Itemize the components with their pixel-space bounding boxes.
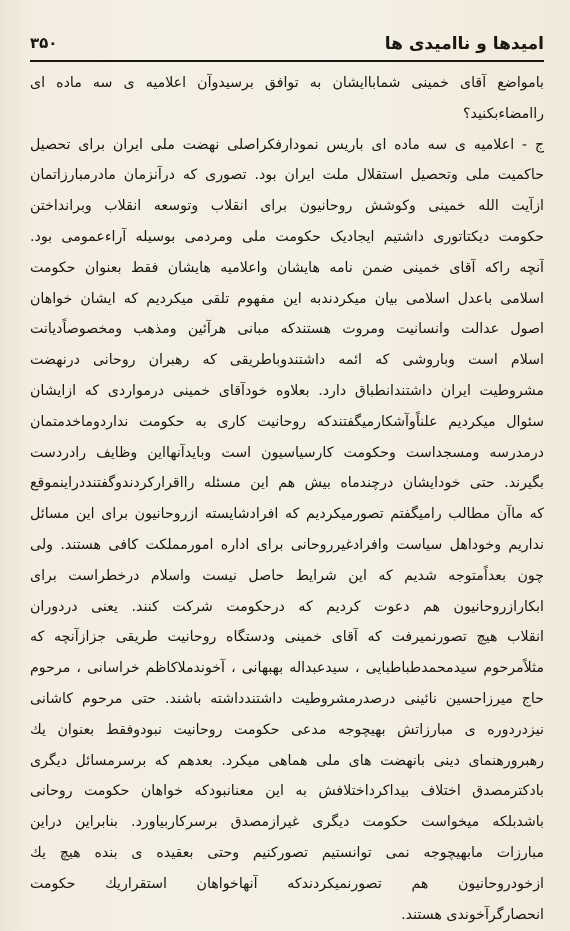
- page-header: [30, 30, 544, 60]
- page-number: ۳۵۰: [30, 34, 58, 52]
- text-line: نیزدردوره ی مبارزاتش بهیچوجه مدعی حکومت روحانیت نبودوفقط بعنوان یك: [30, 721, 544, 738]
- running-title: امیدها و ناامیدی ها: [384, 34, 544, 54]
- text-line: اسلام است وباروشی که ائمه داشتندوباطریقی که رهبران روحانی درنهضت: [30, 352, 544, 369]
- text-line: که ماآن مطالب رامیگفتم تصورمیکردیم که افرادشایسته ازروحانیون برای این مسائل: [30, 506, 544, 523]
- text-line: ابکارازروحانیون هم دعوت کردیم که درحکومت شرکت کنند. یعنی دردوران: [30, 598, 544, 615]
- body-text: [30, 68, 544, 923]
- text-line: نداریم وخوداهل سیاست وافرادغیرروحانی برای اداره امورمملکت کافی هستند. ولی: [30, 536, 544, 553]
- text-line: درمدرسه ومسجداست وحکومت کارسیاسیون است وبایدآنهااین وظایف رادردست: [30, 444, 544, 461]
- text-line: انقلاب هیچ تصورنمیرفت که آقای خمینی ودستگاه روحانیت طریقی جزازآنچه که: [30, 629, 544, 646]
- text-line: آنچه راکه آقای خمینی ضمن نامه هایشان واعلامیه هایشان فقط بعنوان حکومت: [30, 259, 544, 276]
- text-line: حکومت دیکتاتوری داشتیم ایجادیک حکومت ملی ومردمی بوسیله آراءعمومی بود.: [30, 228, 544, 245]
- text-line: حاج میرزاحسین نائینی درصدرمشروطیت داشتندداشته باشند. حتی مرحوم کاشانی: [30, 690, 544, 707]
- text-line: مشروطیت ایران داشتندانطباق دارد. بعلاوه خودآقای خمینی درمواردی که ازایشان: [30, 382, 544, 399]
- text-line: ازخودروحانیون هم تصورنمیکردندکه آنهاخواهان استقراریك حکومت: [30, 875, 544, 892]
- text-line: بامواضع آقای خمینی شماباایشان به توافق برسیدوآن اعلامیه ی سه ماده ای: [30, 75, 544, 91]
- text-line: راامضاءبکنید؟: [463, 105, 544, 122]
- text-line: مبارزات مابهیچوجه نمی توانستیم تصورکنیم وحتی بعقیده ی بنده هیچ یك: [30, 844, 544, 861]
- text-line: باشدبلکه میخواست حکومت دیگری غیرازمصدق برسرکاربیاورد. بنابراین دراین: [30, 814, 544, 831]
- text-line: ازآیت الله خمینی وکوشش روحانیون برای انقلاب وتوسعه انقلاب وبرانداختن: [30, 198, 544, 215]
- text-line: انحصارگرآخوندی هستند.: [401, 906, 544, 923]
- text-line: مثلاًمرحوم سیدمحمدطباطبایی ، سیدعبداله بهبهانی ، آخوندملاکاظم خراسانی ، مرحوم: [30, 660, 544, 677]
- text-line: چون بعداًمتوجه شدیم که این شرایط حاصل نیست واسلام درخطراست برای: [30, 567, 544, 584]
- text-line: بادکترمصدق اختلاف بیداکرداختلافش به این معنانبودکه خواهان حکومت روحانی: [30, 783, 544, 800]
- text-line: بگیرند. حتی خودایشان درچندماه بیش هم این مسئله رااقرارکردندوگفتنددراینموقع: [30, 475, 544, 492]
- header-rule: [30, 60, 544, 62]
- text-line: سئوال میکردیم علناًوآشکارمیگفتندکه روحانیت کاری به حکومت نداردوماخدمتمان: [30, 413, 544, 430]
- text-line: حاکمیت ملی وتحصیل استقلال ملت ایران بود. تصوری که درآنزمان مادرمبارزاتمان: [30, 167, 544, 184]
- text-line: اسلامی باعدل اسلامی بیان میکردندبه این مفهوم تلقی میکردیم که ایشان خواهان: [30, 290, 544, 307]
- text-line: ج - اعلامیه ی سه ماده ای باریس نمودارفکراصلی نهضت ملی ایران برای تحصیل: [30, 136, 544, 153]
- text-line: رهبرورهنمای دینی بانهضت های ملی هماهی میکرد. بعدهم که برسرمسائل دیگری: [30, 752, 544, 769]
- text-line: اصول عدالت وانسانیت ومروت هستندکه مبانی هرآئین ومذهب ومخصوصاًدیانت: [30, 321, 544, 338]
